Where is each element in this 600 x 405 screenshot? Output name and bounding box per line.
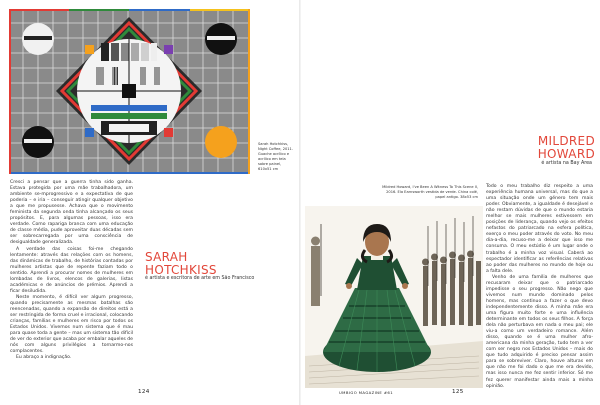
- author-role-mildred: é artista na Bay Area: [541, 161, 592, 166]
- paragraph: Cresci a pensar que a guerra tinha sido ganha. Estava protegida por uma mãe trabalhadora, um ambiente se-mprogressivo e a expectativa de que poderia – e iria – conseguir atingir qualquer objetivo a que me propusesse. Achava que o movimento feminista da segunda onda tinha alcançado os seus propósitos. E, para algumas pessoas, isso era verdade. Como rapariga branca com uma educação de classe média, pude aproveitar duas décadas sem ser sobrecarregada por uma consciência de desigualdade generalizada.: [10, 180, 133, 246]
- page-gutter: [299, 0, 301, 405]
- paragraph: Neste momento, é difícil ver algum progresso, quando precisamente as mesmas batalhas são reencenadas, quando a expansão de direitos está a ser restringida de forma cruel e irracional, colocando crianças, famílias e mulheres em risco por todos os Estados Unidos. Vivemos num sistema que é mau para quase toda a gente – mas um sistema tão difícil de ver do exterior que acaba por embalar aqueles de nós com alguns privilégios a tornarmo-nos complacentes.: [10, 294, 133, 355]
- page-number-right: 125: [452, 389, 464, 395]
- paragraph: A verdade das coisas foi-me chegando lentamente: através das relações com os homens, das dinâmicas de trabalho, de histórias contadas por mulheres artistas que de repente faziam todo o sentido. Aprendi a procurar nomes de mulheres em lombadas de livros, elencos de galerias, listas académicas e de anúncios de prémios. Aprendi a ficar desiludida.: [10, 246, 133, 294]
- author-name-mildred: MILDRED HOWARD: [537, 134, 595, 161]
- page-number-left: 124: [138, 389, 150, 395]
- paragraph: Venho de uma família de mulheres que recusaram deixar que o patriarcado impedisse o seu progresso. Não nego que vivemos num mundo dominado pelos homens, mas continuo a fazer o que devo independentemente disso. A minha mãe era uma figura muito forte e uma influência determinante em todos os seus filhos. A força dela não perturbava em nada o meu pai; ele viu-a como um verdadeiro romance. Além disso, quando se é uma mulher afro-americana da minha geração, tudo tem a ver com ser negro nos Estados Unidos – mais do que tudo adquirido é preciso pensar assim para se sobreviver. Claro, houve alturas em que não me foi dado o que me era devido, mas isso nunca me fez sentir inferior. Só me fez querer manifestar ainda mais a minha opinião.: [486, 274, 593, 389]
- paragraph: Eu abraço a indignação.: [16, 355, 72, 361]
- left-article-text: [10, 180, 133, 361]
- right-article-text: [486, 184, 593, 390]
- author-role-sarah: é artista e escritora de arte em São Francisco: [145, 276, 255, 281]
- victorian-woman-painting: [305, 206, 483, 388]
- paragraph: Todo o meu trabalho diz respeito a uma experiência humana universal, mas do que a uma situação onde um género tem mais poder. Obviamente, a igualdade é desejável e não restam dúvidas de que o mundo estaria melhor se mais mulheres estivessem em posições de liderança, quando vejo os efeitos nefastos do patriarcado na esfera política, exerço o meu poder através do voto. No meu dia-a-dia, recuso-me a deixar que isso me consuma. O meu estúdio é um lugar onde o trabalho é a minha voz visual. Caberá ao espectador identificar as referências relativas ao poder das mulheres no mundo de hoje ou a falta dele.: [486, 184, 593, 274]
- painting-caption: Mildred Howard, I've Been A Witness To This Scene II, 2016. Ela Earnsworth vestida de verde. China colé, papel antigo. 38x53 cm: [382, 185, 478, 199]
- artwork-caption: Sarah Hotchkiss, Night Coffee, 2011. Guache acrílico e acrílico em tela sobre painel, 610x51 cm: [258, 142, 293, 171]
- magazine-name: UMBIGO MAGAZINE #61: [339, 390, 394, 395]
- author-name-sarah: SARAH HOTCHKISS: [145, 250, 217, 277]
- test-card-artwork: [9, 9, 250, 174]
